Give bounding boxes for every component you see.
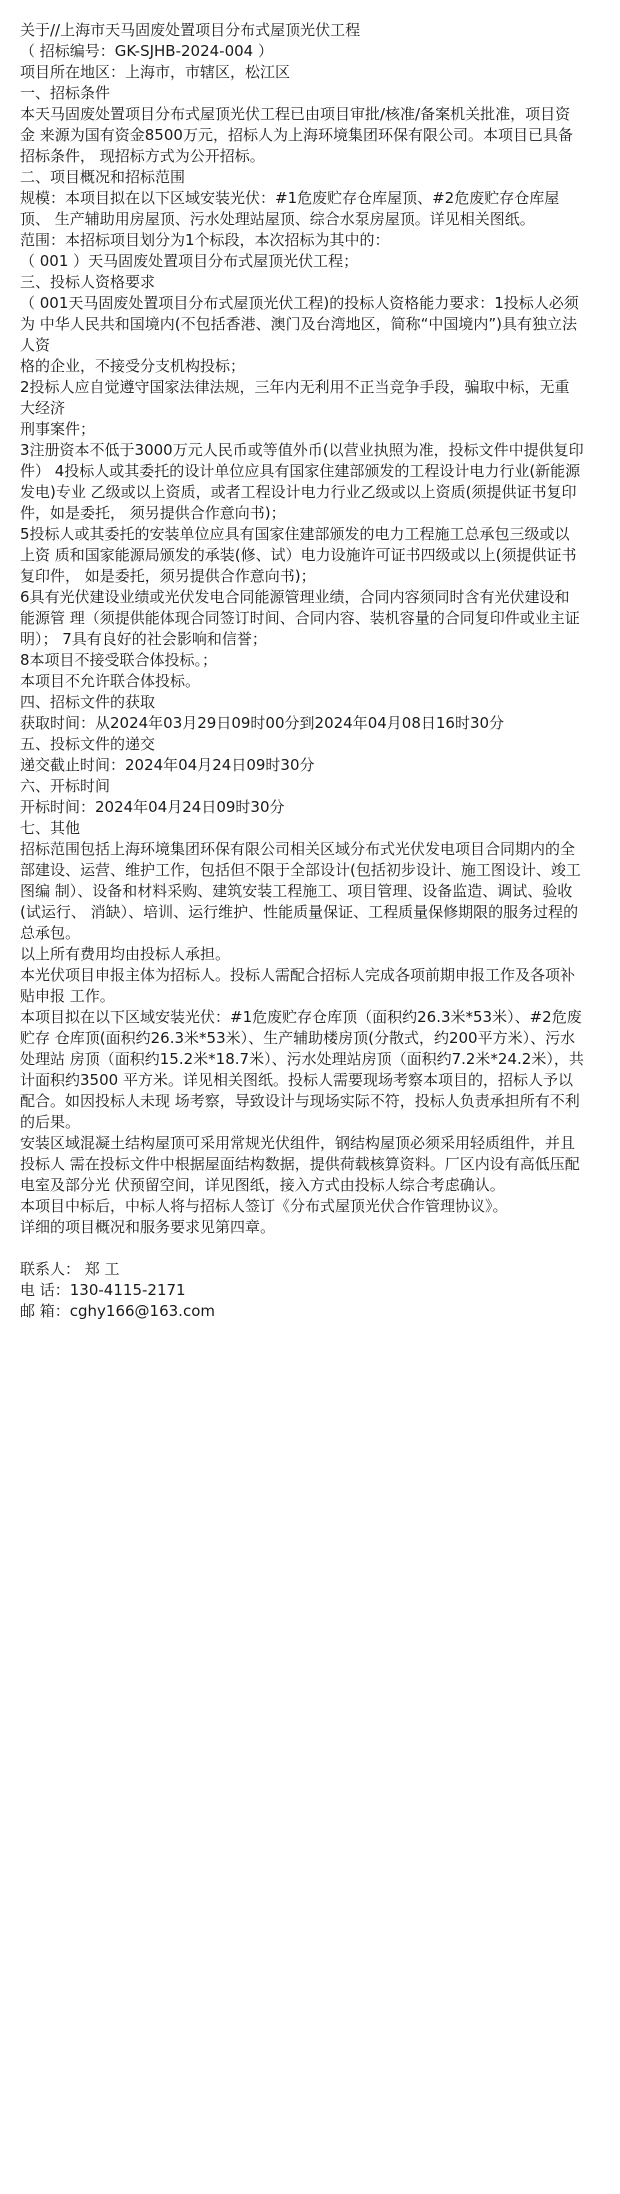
section-2-heading: 二、项目概况和招标范围 <box>20 168 186 186</box>
contact-email: 邮 箱：cghy166@163.com <box>20 1302 215 1320</box>
section-7-agreement: 本项目中标后，中标人将与招标人签订《分布式屋顶光伏合作管理协议》。 <box>20 1197 508 1215</box>
bid-number: （ 招标编号：GK-SJHB-2024-004 ） <box>20 42 273 60</box>
section-5-deadline: 递交截止时间：2024年04月24日09时30分 <box>20 756 315 774</box>
spacer <box>20 1238 584 1259</box>
section-3-req-6: 6具有光伏建设业绩或光伏发电合同能源管理业绩，合同内容须同时含有光伏建设和能源管 理（须提供能体现合同签订时间、合同内容、装机容量的合同复印件或业主证明）； 7具有良好的社会影响和信誉； <box>20 588 580 648</box>
contact-person: 联系人： 郑 工 <box>20 1260 120 1278</box>
section-4-heading: 四、招标文件的获取 <box>20 693 156 711</box>
section-2-lot: （ 001 ）天马固废处置项目分布式屋顶光伏工程； <box>20 252 359 270</box>
section-3-req-8: 8本项目不接受联合体投标。； <box>20 651 218 669</box>
section-3-req-3: 3注册资本不低于3000万元人民币或等值外币(以营业执照为准，投标文件中提供复印件） 4投标人或其委托的设计单位应具有国家住建部颁发的工程设计电力行业(新能源发电)专业 乙级或以上资质，或者工程设计电力行业乙级或以上资质(须提供证书复印件，如是委托， 须另提供合作意向书)； <box>20 441 584 522</box>
section-5-heading: 五、投标文件的递交 <box>20 735 156 753</box>
section-7-declaration: 本光伏项目申报主体为招标人。投标人需配合招标人完成各项前期申报工作及各项补贴申报 工作。 <box>20 966 576 1005</box>
section-6-time: 开标时间：2024年04月24日09时30分 <box>20 798 285 816</box>
document-title: 关于//上海市天马固废处置项目分布式屋顶光伏工程 <box>20 21 361 39</box>
section-3-req-2: 2投标人应自觉遵守国家法律法规，三年内无利用不正当竞争手段，骗取中标，无重大经济 <box>20 378 570 417</box>
section-7-install-areas: 本项目拟在以下区域安装光伏：#1危废贮存仓库顶（面积约26.3米*53米）、#2危废贮存 仓库顶(面积约26.3米*53米）、生产辅助楼房顶(分散式，约200平方米）、污水处理站 房顶（面积约15.2米*18.7米）、污水处理站房顶（面积约7.2米*24.2米），共计面积约3500 平方米。详见相关图纸。投标人需要现场考察本项目的，招标人予以配合。如因投标人未现 场考察，导致设计与现场实际不符，投标人负责承担所有不利的后果。 <box>20 1008 584 1131</box>
section-7-roof-structure: 安装区域混凝土结构屋顶可采用常规光伏组件，钢结构屋顶必须采用轻质组件，并且投标人 需在投标文件中根据屋面结构数据，提供荷载核算资料。厂区内设有高低压配电室及部分光 伏预留空间，详见图纸，接入方式由投标人综合考虑确认。 <box>20 1134 580 1194</box>
section-3-req-5: 5投标人或其委托的安装单位应具有国家住建部颁发的电力工程施工总承包三级或以上资 质和国家能源局颁发的承装(修、试）电力设施许可证书四级或以上(须提供证书复印件， 如是委托，须另提供合作意向书)； <box>20 525 577 585</box>
section-3-intro-cont: 格的企业，不接受分支机构投标； <box>20 357 246 375</box>
section-7-details: 详细的项目概况和服务要求见第四章。 <box>20 1218 276 1236</box>
section-7-scope: 招标范围包括上海环境集团环保有限公司相关区域分布式光伏发电项目合同期内的全 部建设、运营、维护工作，包括但不限于全部设计(包括初步设计、施工图设计、竣工图编 制）、设备和材料采购、建筑安装工程施工、项目管理、设备监造、调试、验收(试运行、 消缺）、培训、运行维护、性能质量保证、工程质量保修期限的服务过程的总承包。 <box>20 840 581 942</box>
section-2-scale: 规模：本项目拟在以下区域安装光伏：#1危废贮存仓库屋顶、#2危废贮存仓库屋顶、 生产辅助用房屋顶、污水处理站屋顶、综合水泵房屋顶。详见相关图纸。 <box>20 189 560 228</box>
project-location: 项目所在地区：上海市，市辖区，松江区 <box>20 63 291 81</box>
section-4-time: 获取时间：从2024年03月29日09时00分到2024年04月08日16时30分 <box>20 714 505 732</box>
contact-phone: 电 话：130-4115-2171 <box>20 1281 186 1299</box>
section-7-fees: 以上所有费用均由投标人承担。 <box>20 945 231 963</box>
section-3-intro: （ 001天马固废处置项目分布式屋顶光伏工程)的投标人资格能力要求：1投标人必须为 中华人民共和国境内(不包括香港、澳门及台湾地区，简称“中国境内”)具有独立法人资 <box>20 294 579 354</box>
section-3-no-consortium: 本项目不允许联合体投标。 <box>20 672 201 690</box>
section-1-heading: 一、招标条件 <box>20 84 111 102</box>
section-3-req-2-cont: 刑事案件； <box>20 420 96 438</box>
section-2-scope: 范围：本招标项目划分为1个标段，本次招标为其中的： <box>20 231 390 249</box>
section-6-heading: 六、开标时间 <box>20 777 111 795</box>
section-3-heading: 三、投标人资格要求 <box>20 273 156 291</box>
section-1-body: 本天马固废处置项目分布式屋顶光伏工程已由项目审批/核准/备案机关批准，项目资金 来源为国有资金8500万元，招标人为上海环境集团环保有限公司。本项目已具备招标条件， 现招标方式为公开招标。 <box>20 105 573 165</box>
section-7-heading: 七、其他 <box>20 819 81 837</box>
